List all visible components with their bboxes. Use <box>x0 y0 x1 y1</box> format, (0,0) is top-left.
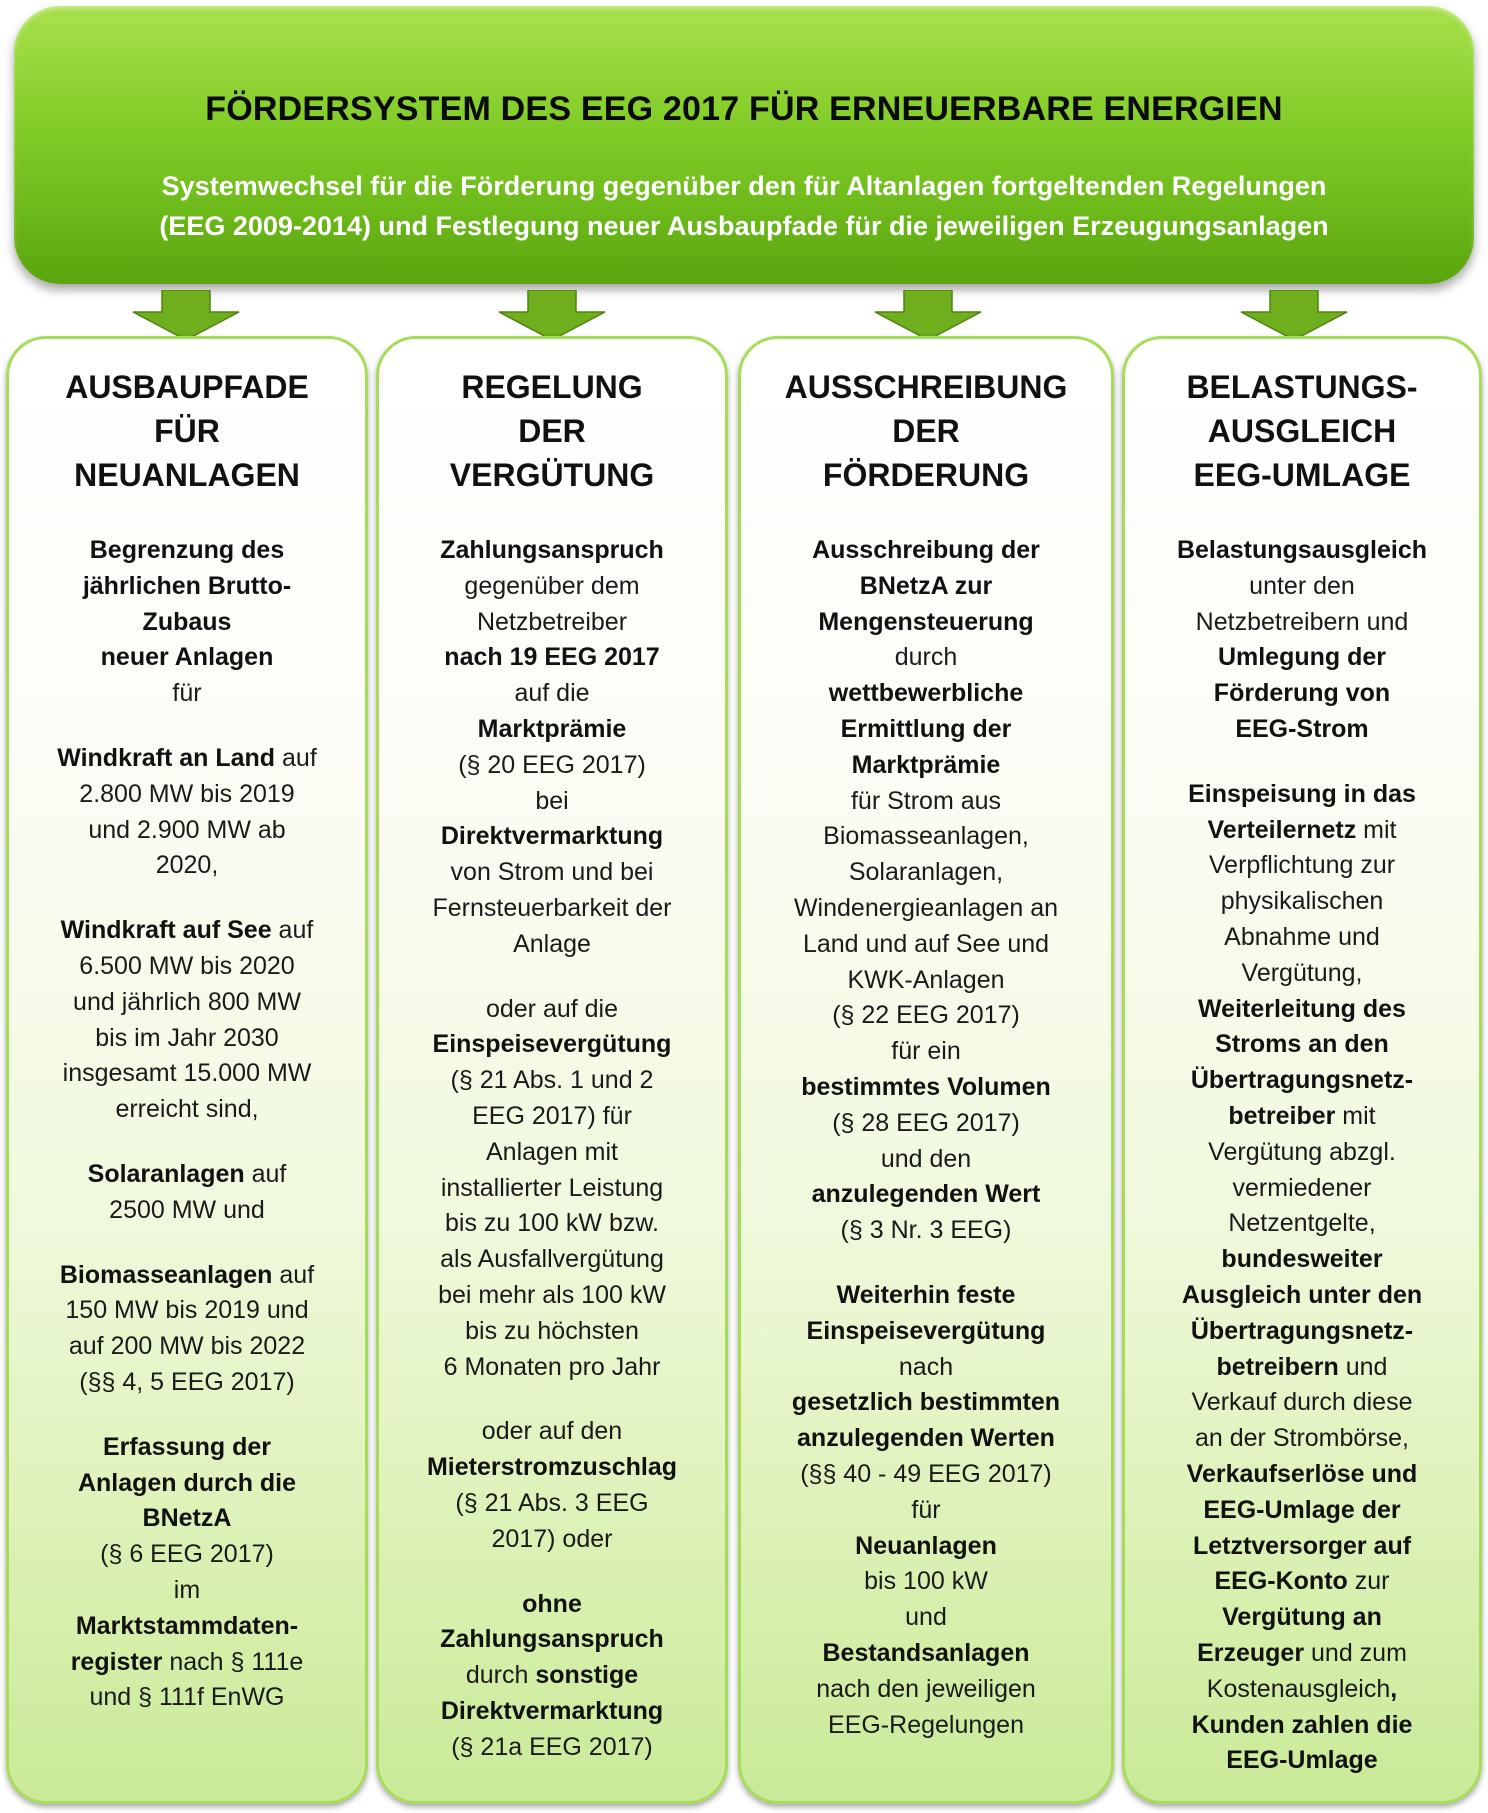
body-text: auf <box>272 1260 315 1289</box>
bold-text: Ausgleich unter den <box>1181 1280 1423 1309</box>
column-paragraph <box>9 1430 365 1716</box>
body-text: Verpflichtung zur <box>1208 851 1396 880</box>
column-paragraph <box>9 1258 365 1401</box>
bold-text: Umlegung der <box>1217 643 1387 672</box>
body-text: (§ 21 Abs. 1 und 2 <box>450 1066 654 1095</box>
column-title-line: EEG-UMLAGE <box>1193 457 1411 493</box>
bold-text: Windkraft an Land <box>57 743 276 772</box>
bold-text: Einspeisevergütung <box>806 1316 1046 1345</box>
body-text: 2017) oder <box>491 1524 613 1553</box>
column-title-line: DER <box>518 413 586 449</box>
bold-text: betreibern <box>1216 1352 1339 1381</box>
body-text: als Ausfallvergütung <box>440 1245 664 1274</box>
body-text: für <box>172 679 202 708</box>
body-text: bei <box>535 786 569 815</box>
body-text: bis zu höchsten <box>465 1316 639 1345</box>
bold-text: Stroms an den <box>1215 1030 1389 1059</box>
body-text: und zum <box>1304 1638 1407 1667</box>
body-text: für Strom aus <box>850 786 1002 815</box>
body-text: erreicht sind, <box>115 1095 259 1124</box>
bold-text: Zahlungsanspruch <box>440 536 664 564</box>
body-text: Netzbetreibern und <box>1195 607 1409 636</box>
bold-text: Marktstammdaten- <box>75 1611 299 1640</box>
body-text: (§ 22 EEG 2017) <box>832 1001 1020 1030</box>
bold-text: bestimmtes Volumen <box>801 1072 1051 1101</box>
body-text: durch <box>465 1661 536 1690</box>
bold-text: Begrenzung des <box>89 536 285 564</box>
bold-text: Verteilernetz <box>1207 815 1357 844</box>
body-text: (§ 21a EEG 2017) <box>451 1732 653 1761</box>
body-text: und jährlich 800 MW <box>73 987 301 1016</box>
header-subtitle <box>54 166 1434 246</box>
bold-text: , <box>1390 1674 1398 1703</box>
down-arrow-icon <box>126 290 246 340</box>
column-ausschreibung <box>738 336 1114 1804</box>
column-regelung <box>376 336 728 1804</box>
body-text: Verkauf durch diese <box>1191 1388 1413 1417</box>
body-text: Windenergieanlagen an <box>793 893 1059 922</box>
body-text: auf <box>275 743 317 772</box>
body-text: Solaranlagen, <box>848 858 1004 887</box>
body-text: Land und auf See und <box>802 929 1050 958</box>
bold-text: Marktprämie <box>851 750 1001 779</box>
body-text: installierter Leistung <box>440 1173 664 1202</box>
column-paragraph <box>1125 777 1479 1779</box>
bold-text: register <box>70 1647 163 1676</box>
column-body <box>9 533 365 1716</box>
column-paragraph <box>9 741 365 884</box>
bold-text: Verkaufserlöse und <box>1186 1459 1418 1488</box>
body-text: insgesamt 15.000 MW <box>62 1059 312 1088</box>
body-text: Anlagen mit <box>485 1137 619 1166</box>
column-title-line: VERGÜTUNG <box>449 457 655 493</box>
column-paragraph <box>379 533 725 963</box>
bold-text: Zubaus <box>142 607 232 636</box>
body-text: nach <box>898 1352 954 1381</box>
bold-text: EEG-Strom <box>1235 714 1369 743</box>
column-paragraph <box>741 533 1111 1249</box>
body-text: von Strom und bei <box>450 858 654 887</box>
bold-text: sonstige <box>535 1661 639 1690</box>
body-text: an der Strombörse, <box>1195 1424 1409 1453</box>
body-text: gegenüber dem <box>464 571 640 600</box>
body-text: vermiedener <box>1232 1173 1372 1202</box>
body-text: mit <box>1356 815 1397 844</box>
bold-text: Erzeuger <box>1197 1638 1305 1667</box>
body-text: durch <box>894 643 958 672</box>
column-title-line: FÜR <box>154 413 220 449</box>
body-text: Fernsteuerbarkeit der <box>432 893 672 922</box>
body-text: 150 MW bis 2019 und <box>65 1296 309 1325</box>
bold-text: EEG-Umlage der <box>1203 1495 1401 1524</box>
column-title-line: AUSSCHREIBUNG <box>784 369 1068 405</box>
body-text: Netzbetreiber <box>476 607 628 636</box>
bold-text: Windkraft auf See <box>60 916 272 945</box>
bold-text: Biomasseanlagen <box>59 1260 273 1289</box>
down-arrow-icon <box>1234 290 1354 340</box>
bold-text: BNetzA zur <box>859 571 993 600</box>
body-text: 2500 MW und <box>109 1195 265 1224</box>
bold-text: wettbewerbliche <box>828 679 1024 708</box>
bold-text: Ermittlung der <box>840 714 1012 743</box>
bold-text: Anlagen durch die <box>77 1468 297 1497</box>
bold-text: Zahlungsanspruch <box>440 1625 664 1654</box>
bold-text: Förderung von <box>1213 679 1391 708</box>
body-text: (§§ 40 - 49 EEG 2017) <box>800 1459 1052 1488</box>
bold-text: Weiterleitung des <box>1198 994 1406 1023</box>
body-text: Vergütung abzgl. <box>1208 1137 1396 1166</box>
body-text: auf 200 MW bis 2022 <box>68 1332 306 1361</box>
column-body <box>1125 533 1479 1779</box>
column-title-line: AUSBAUPFADE <box>65 369 309 405</box>
bold-text: EEG-Umlage <box>1226 1746 1378 1775</box>
bold-text: Ausschreibung der <box>812 536 1040 564</box>
bold-text: Übertragungsnetz- <box>1190 1066 1414 1095</box>
body-text: (§ 21 Abs. 3 EEG <box>455 1488 649 1517</box>
body-text: für ein <box>891 1037 961 1066</box>
bold-text: Letztversorger auf <box>1192 1531 1412 1560</box>
body-text: Vergütung, <box>1241 958 1363 987</box>
body-text: und <box>1338 1352 1388 1381</box>
bold-text: anzulegenden Werten <box>797 1424 1055 1453</box>
body-text: nach den jeweiligen <box>816 1674 1036 1703</box>
column-title-line: BELASTUNGS- <box>1186 369 1418 405</box>
body-text: unter den <box>1249 571 1355 600</box>
bold-text: Erfassung der <box>102 1432 272 1461</box>
column-paragraph <box>9 1157 365 1229</box>
body-text: auf die <box>514 679 590 708</box>
body-text: 2020, <box>155 851 219 880</box>
bold-text: neuer Anlagen <box>100 643 274 672</box>
bold-text: nach 19 EEG 2017 <box>444 643 660 672</box>
bold-text: Belastungsausgleich <box>1176 536 1428 564</box>
column-paragraph <box>9 913 365 1128</box>
body-text: (§§ 4, 5 EEG 2017) <box>79 1367 295 1396</box>
column-paragraph <box>379 1587 725 1766</box>
bold-text: Bestandsanlagen <box>822 1638 1030 1667</box>
column-title-line: NEUANLAGEN <box>74 457 300 493</box>
column-title-line: DER <box>892 413 960 449</box>
body-text: auf <box>244 1159 287 1188</box>
column-body <box>741 533 1111 1743</box>
column-title <box>741 365 1111 497</box>
body-text: (§ 20 EEG 2017) <box>458 750 646 779</box>
body-text: und § 111f EnWG <box>89 1683 285 1712</box>
body-text: bis im Jahr 2030 <box>95 1023 279 1052</box>
body-text: bis 100 kW <box>864 1567 988 1596</box>
body-text: und 2.900 MW ab <box>88 815 286 844</box>
column-title-line: AUSGLEICH <box>1207 413 1397 449</box>
body-text: und <box>905 1603 947 1632</box>
body-text: EEG 2017) für <box>472 1101 632 1130</box>
down-arrow-icon <box>492 290 612 340</box>
body-text: (§ 6 EEG 2017) <box>100 1540 274 1569</box>
bold-text: Marktprämie <box>477 714 627 743</box>
bold-text: Vergütung an <box>1222 1603 1382 1632</box>
bold-text: gesetzlich bestimmten <box>791 1388 1061 1417</box>
column-paragraph <box>741 1278 1111 1743</box>
body-text: für <box>911 1495 941 1524</box>
bold-text: Kunden zahlen die <box>1191 1710 1413 1739</box>
body-text: mit <box>1335 1101 1376 1130</box>
header-banner <box>14 6 1474 284</box>
body-text: EEG-Regelungen <box>828 1710 1024 1739</box>
body-text: KWK-Anlagen <box>847 965 1005 994</box>
column-paragraph <box>379 1414 725 1557</box>
body-text: oder auf die <box>485 994 619 1023</box>
body-text: Netzentgelte, <box>1228 1209 1376 1238</box>
body-text: bis zu 100 kW bzw. <box>445 1209 659 1238</box>
body-text: 6 Monaten pro Jahr <box>443 1352 661 1381</box>
bold-text: Solaranlagen <box>87 1159 245 1188</box>
bold-text: anzulegenden Wert <box>811 1180 1041 1209</box>
body-text: 6.500 MW bis 2020 <box>79 951 295 980</box>
column-ausbaupfade <box>6 336 368 1804</box>
bold-text: Einspeisung in das <box>1188 779 1416 808</box>
body-text: (§ 28 EEG 2017) <box>832 1108 1020 1137</box>
column-title <box>379 365 725 497</box>
bold-text: betreiber <box>1228 1101 1336 1130</box>
bold-text: ohne <box>522 1589 582 1618</box>
body-text: Anlage <box>513 929 591 958</box>
body-text: Abnahme und <box>1224 922 1380 951</box>
column-body <box>379 533 725 1766</box>
body-text: 2.800 MW bis 2019 <box>79 779 295 808</box>
body-text: auf <box>271 916 314 945</box>
column-title-line: FÖRDERUNG <box>822 457 1030 493</box>
bold-text: BNetzA <box>142 1504 232 1533</box>
body-text: oder auf den <box>481 1417 623 1446</box>
column-paragraph <box>379 992 725 1386</box>
bold-text: Mengensteuerung <box>818 607 1034 636</box>
bold-text: Neuanlagen <box>855 1531 997 1560</box>
body-text: nach § 111e <box>162 1647 304 1676</box>
bold-text: jährlichen Brutto- <box>82 571 292 600</box>
bold-text: Direktvermarktung <box>440 1696 664 1725</box>
page-title: FÖRDERSYSTEM DES EEG 2017 FÜR ERNEUERBARE ENERGIEN <box>205 90 1283 128</box>
bold-text: Weiterhin feste <box>836 1280 1016 1309</box>
down-arrow-icon <box>868 290 988 340</box>
body-text: und den <box>880 1144 972 1173</box>
bold-text: Übertragungsnetz- <box>1190 1316 1414 1345</box>
body-text: (§ 3 Nr. 3 EEG) <box>840 1216 1012 1245</box>
bold-text: Einspeisevergütung <box>432 1030 672 1059</box>
bold-text: Direktvermarktung <box>440 822 664 851</box>
body-text: zur <box>1347 1567 1390 1596</box>
header-subtitle-line-1: Systemwechsel für die Förderung gegenüber den für Altanlagen fortgeltenden Regelungen <box>161 171 1327 201</box>
bold-text: bundesweiter <box>1221 1245 1383 1274</box>
column-title <box>9 365 365 497</box>
body-text: Kostenausgleich <box>1206 1674 1391 1703</box>
bold-text: EEG-Konto <box>1214 1567 1348 1596</box>
column-paragraph <box>1125 533 1479 748</box>
column-title <box>1125 365 1479 497</box>
column-title-line: REGELUNG <box>461 369 643 405</box>
body-text: im <box>173 1575 201 1604</box>
header-subtitle-line-2: (EEG 2009-2014) und Festlegung neuer Ausbaupfade für die jeweiligen Erzeugungsanlagen <box>159 211 1329 241</box>
body-text: bei mehr als 100 kW <box>438 1280 666 1309</box>
column-paragraph <box>9 533 365 712</box>
body-text: physikalischen <box>1220 887 1384 916</box>
body-text: Biomasseanlagen, <box>823 822 1029 851</box>
bold-text: Mieterstromzuschlag <box>426 1453 678 1482</box>
column-belastungsausgleich <box>1122 336 1482 1804</box>
